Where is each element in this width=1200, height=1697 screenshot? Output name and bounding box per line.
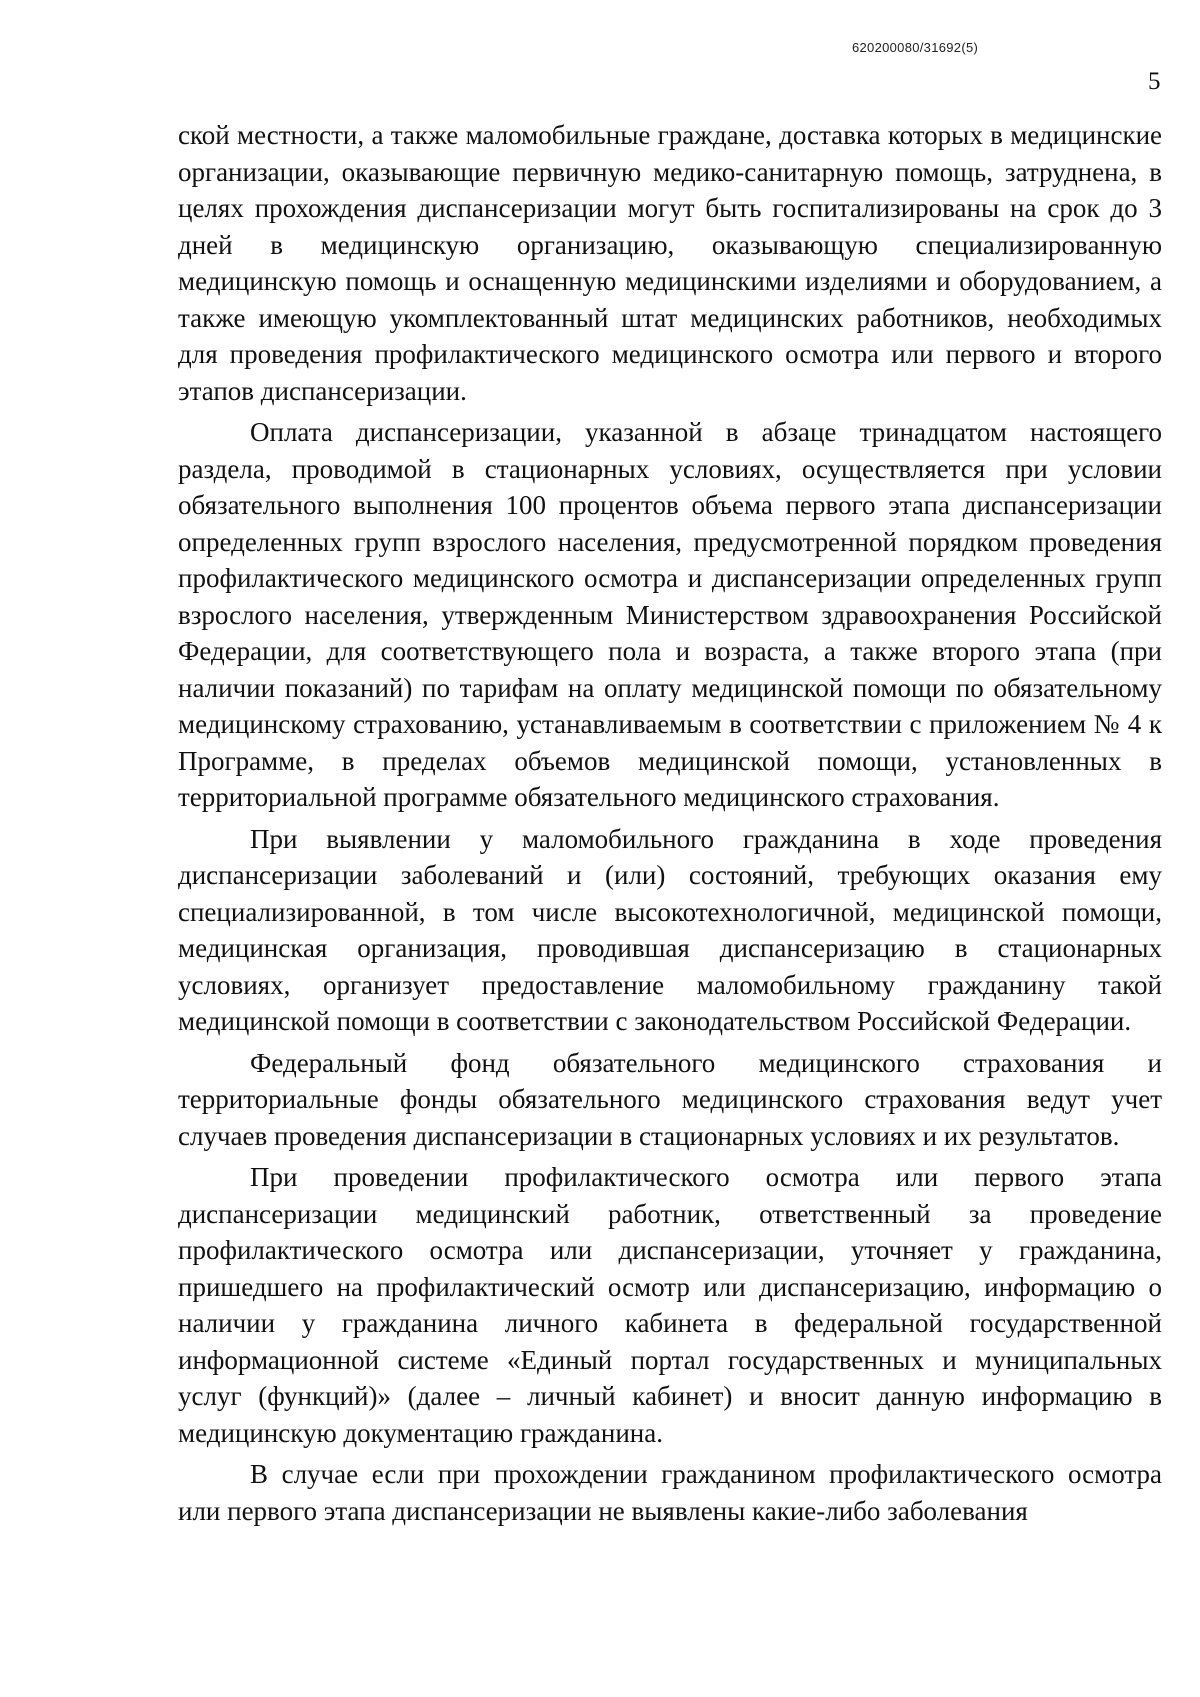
paragraph-personal-account: При проведении профилактического осмотра или первого этапа диспансеризации медицинский работник, ответственный за проведение профилактического осмотра или диспансеризации, уточняет у гражданина, пришедшего на профилактический осмотр или диспансеризацию, информацию о наличии у гражданина личного кабинета в федеральной государственной информационной системе «Единый портал государственных и муниципальных услуг (функций)» (далее – личный кабинет) и вносит данную информацию в медицинскую документацию гражданина. [178, 1162, 1162, 1448]
body-text [178, 117, 1162, 1529]
paragraph-detection: При выявлении у маломобильного гражданина в ходе проведения диспансеризации заболеваний и (или) состояний, требующих оказания ему специализированной, в том числе высокотехнологичной, медицинской помощи, медицинская организация, проводившая диспансеризацию в стационарных условиях, организует предоставление маломобильному гражданину такой медицинской помощи в соответствии с законодательством Российской Федерации. [178, 823, 1162, 1036]
paragraph-payment: Оплата диспансеризации, указанной в абзаце тринадцатом настоящего раздела, проводимой в стационарных условиях, осуществляется при условии обязательного выполнения 100 процентов объема первого этапа диспансеризации определенных групп взрослого населения, предусмотренной порядком проведения профилактического медицинского осмотра и диспансеризации определенных групп взрослого населения, утвержденным Министерством здравоохранения Российской Федерации, для соответствующего пола и возраста, а также второго этапа (при наличии показаний) по тарифам на оплату медицинской помощи по обязательному медицинскому страхованию, устанавливаемым в соответствии с приложением № 4 к Программе, в пределах объемов медицинской помощи, установленных в территориальной программе обязательного медицинского страхования. [178, 417, 1162, 812]
paragraph-no-diseases: В случае если при прохождении гражданином профилактического осмотра или первого этапа диспансеризации не выявлены какие-либо заболевания [178, 1459, 1162, 1526]
document-id: 620200080/31692(5) [852, 40, 979, 55]
paragraph-funds: Федеральный фонд обязательного медицинского страхования и территориальные фонды обязательного медицинского страхования ведут учет случаев проведения диспансеризации в стационарных условиях и их результатов. [178, 1047, 1162, 1151]
paragraph-continuation: ской местности, а также маломобильные граждане, доставка которых в медицинские организации, оказывающие первичную медико-санитарную помощь, затруднена, в целях прохождения диспансеризации могут быть госпитализированы на срок до 3 дней в медицинскую организацию, оказывающую специализированную медицинскую помощь и оснащенную медицинскими изделиями и оборудованием, а также имеющую укомплектованный штат медицинских работников, необходимых для проведения профилактического медицинского осмотра или первого и второго этапов диспансеризации. [178, 120, 1162, 406]
page-number: 5 [1148, 68, 1161, 95]
